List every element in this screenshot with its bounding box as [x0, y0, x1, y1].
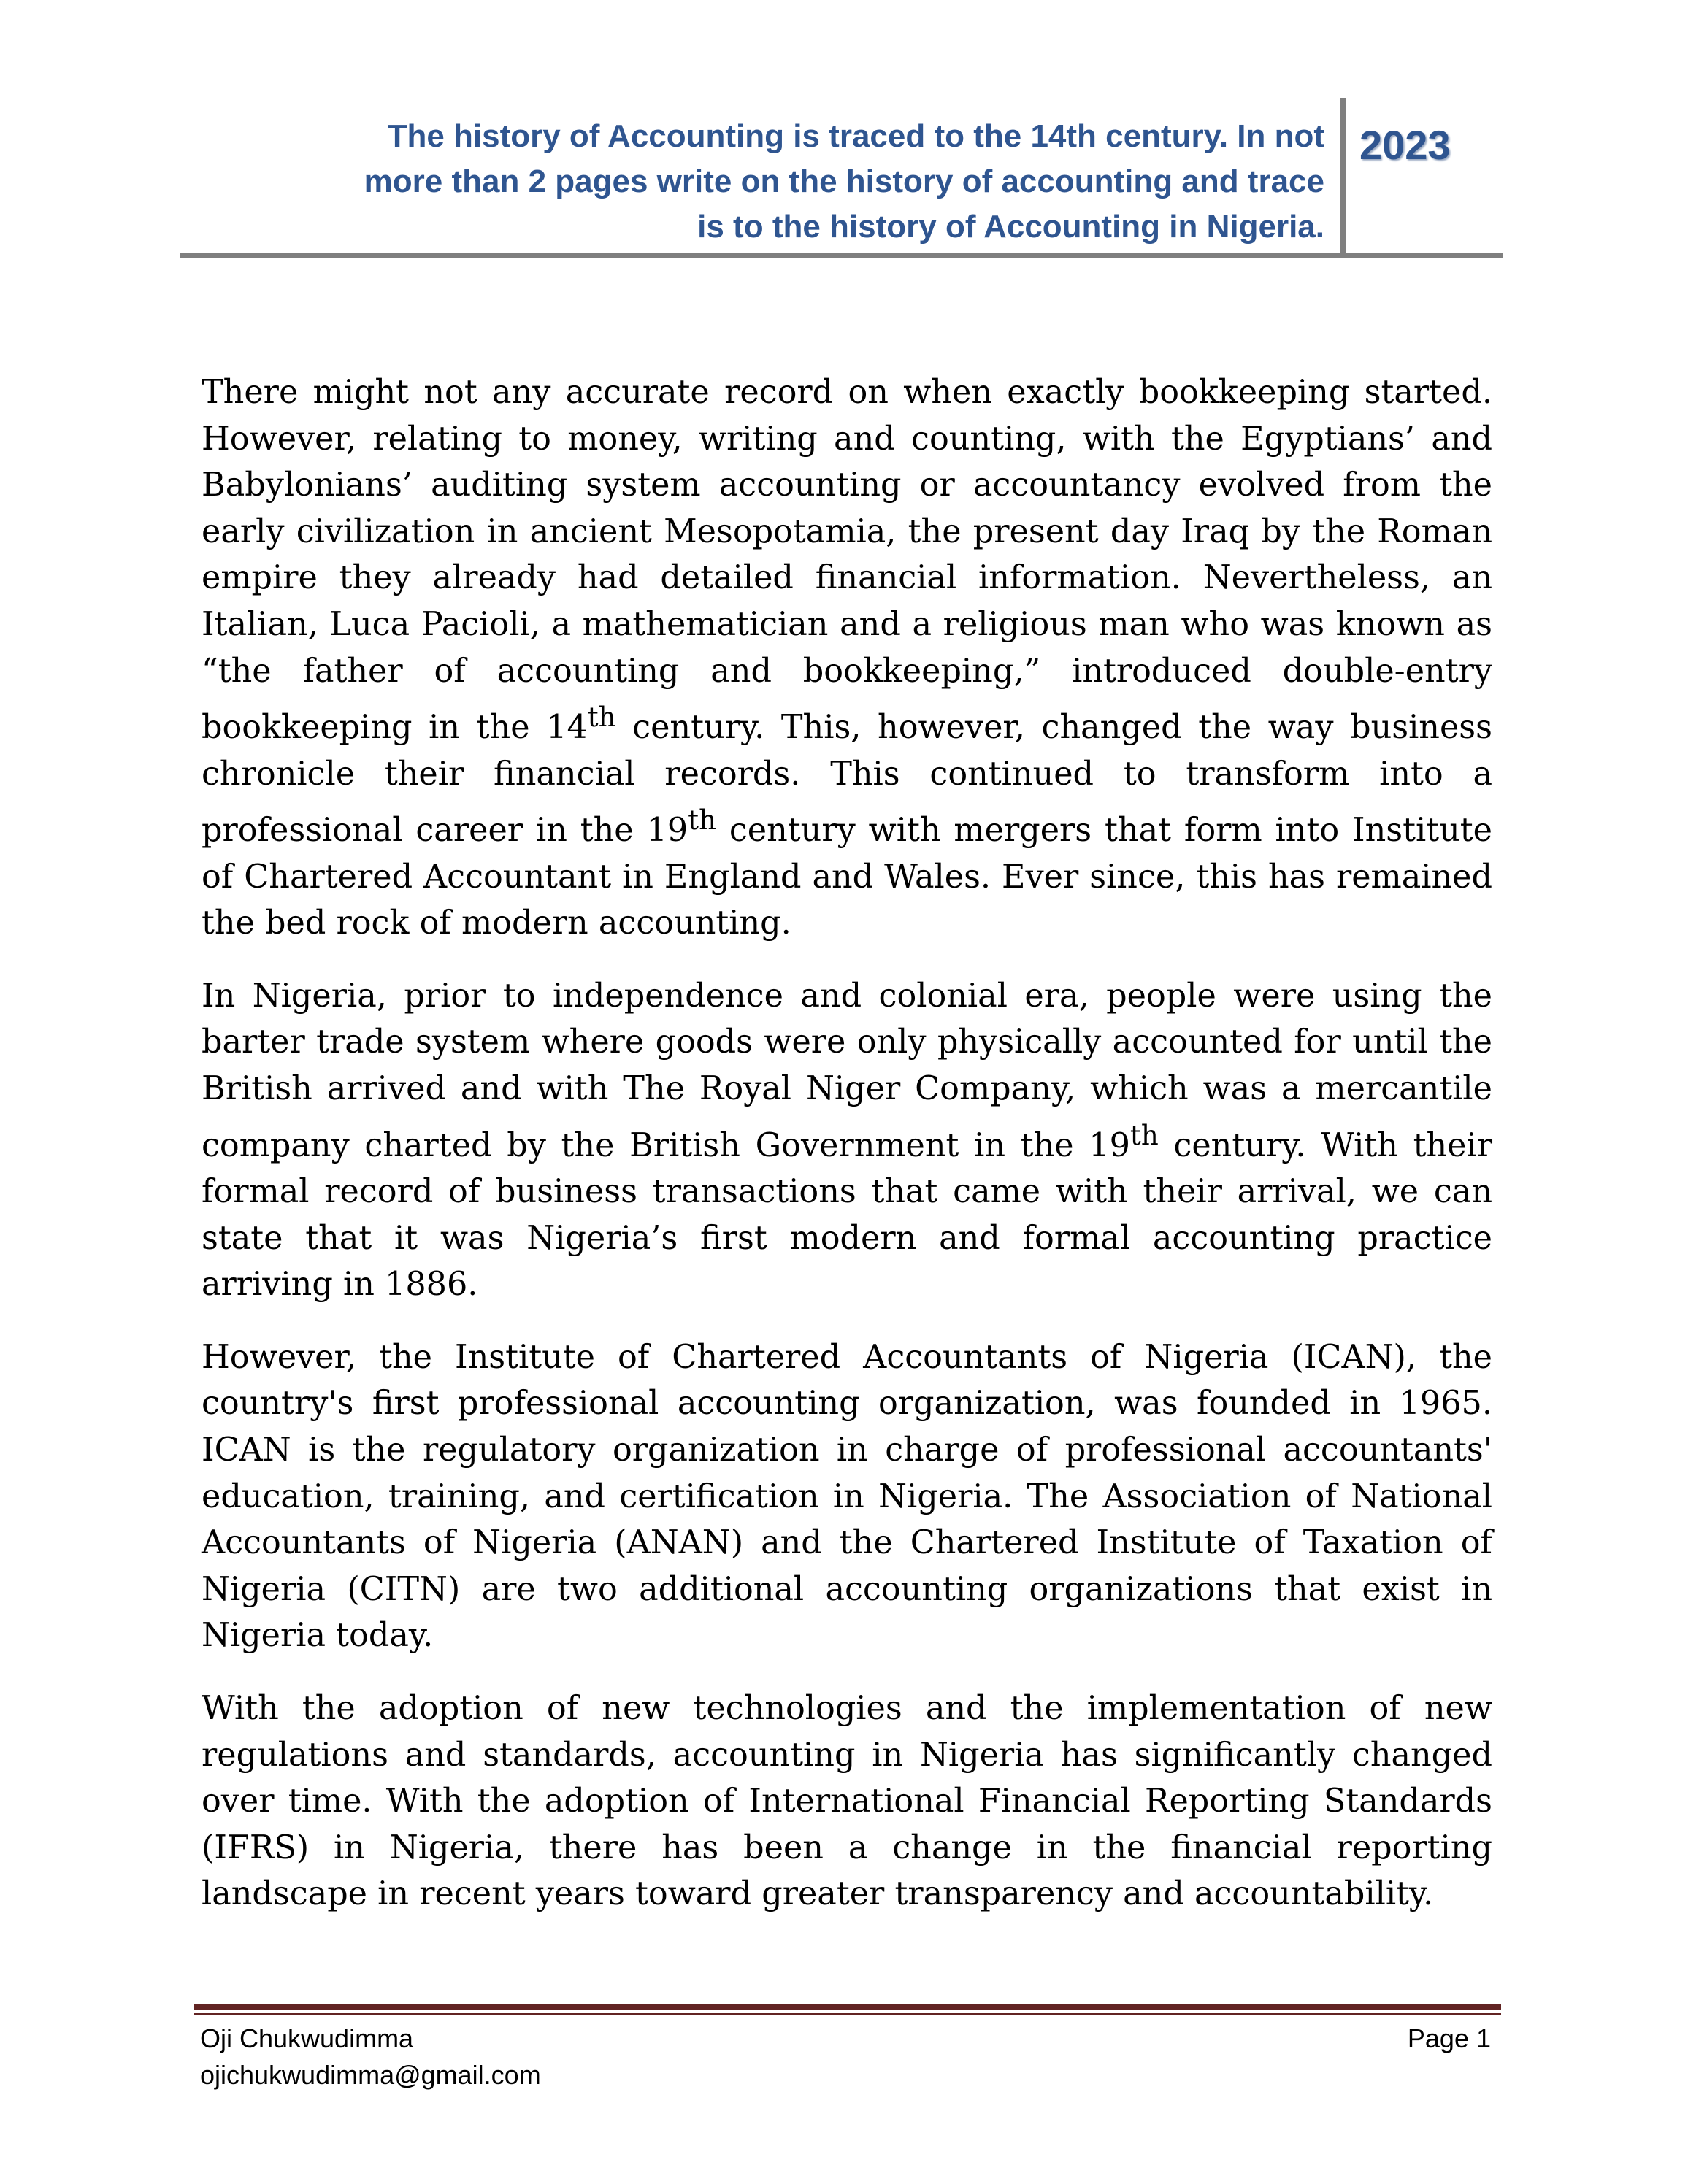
page-header: [180, 98, 1503, 258]
paragraph-history: [202, 369, 1492, 947]
paragraph-ican: However, the Institute of Chartered Accountants of Nigeria (ICAN), the country's first professional accounting organization, was founded in 1965. ICAN is the regulatory organization in charge of professional accountants' education, training, and certification in Nigeria. The Association of National Accountants of Nigeria (ANAN) and the Chartered Institute of Taxation of Nigeria (CITN) are two additional accounting organizations that exist in Nigeria today.: [202, 1338, 1492, 1655]
paragraph-nigeria-origins: [202, 973, 1492, 1308]
footer-email: ojichukwudimma@gmail.com: [200, 2060, 541, 2090]
header-vertical-divider: [1340, 98, 1346, 258]
paragraph-history-text-1: There might not any accurate record on when exactly bookkeeping started. However, relating to money, writing and counting, with the Egyptians’ and Babylonians’ auditing system accounting or accountancy evolved from the early civilization in ancient Mesopotamia, the present day Iraq by the Roman empire they already had detailed financial information. Nevertheless, an Italian, Luca Pacioli, a mathematician and a religious man who was known as “the father of accounting and bookkeeping,” introduced double-entry bookkeeping in the 14: [202, 374, 1492, 746]
document-body: [202, 369, 1492, 1944]
paragraph-nigeria-text-2: century. With their formal record of business transactions that came with their arrival, we can state that it was Nigeria’s first modern and formal accounting practice arriving in 1886.: [202, 1126, 1493, 1304]
document-title-line-3: is to the history of Accounting in Nigeria.: [697, 209, 1324, 245]
document-title-line-1: The history of Accounting is traced to the 14th century. In not: [387, 118, 1324, 154]
superscript-th: th: [688, 804, 716, 837]
footer-page-number: Page 1: [1407, 2023, 1491, 2053]
document-title: [180, 114, 1324, 250]
footer-rule-thin: [194, 2013, 1501, 2015]
header-year: 2023: [1359, 122, 1451, 168]
paragraph-modern-accounting: With the adoption of new technologies and the implementation of new regulations and standards, accounting in Nigeria has significantly changed over time. With the adoption of International Financial Reporting Standards (IFRS) in Nigeria, there has been a change in the financial reporting landscape in recent years toward greater transparency and accountability.: [202, 1689, 1492, 1913]
paragraph-nigeria-text-1: In Nigeria, prior to independence and colonial era, people were using the barter trade system where goods were only physically accounted for until the British arrived and with The Royal Niger Company, which was a mercantile company charted by the British Government in the 19: [202, 977, 1492, 1164]
footer-author: Oji Chukwudimma: [200, 2023, 414, 2053]
footer-rule-thick: [194, 2004, 1501, 2010]
paragraph-history-text-2: century. This, however, changed the way business chronicle their financial records. This continued to transform into a professional career in the 19: [202, 708, 1492, 849]
superscript-th: th: [1129, 1119, 1159, 1151]
superscript-th: th: [587, 701, 616, 734]
document-title-line-2: more than 2 pages write on the history of accounting and trace: [364, 164, 1324, 199]
paragraph-history-text-3: century with mergers that form into Institute of Chartered Accountant in England and Wales. Ever since, this has remained the bed rock of modern accounting.: [202, 812, 1492, 942]
header-rule: [180, 253, 1503, 258]
